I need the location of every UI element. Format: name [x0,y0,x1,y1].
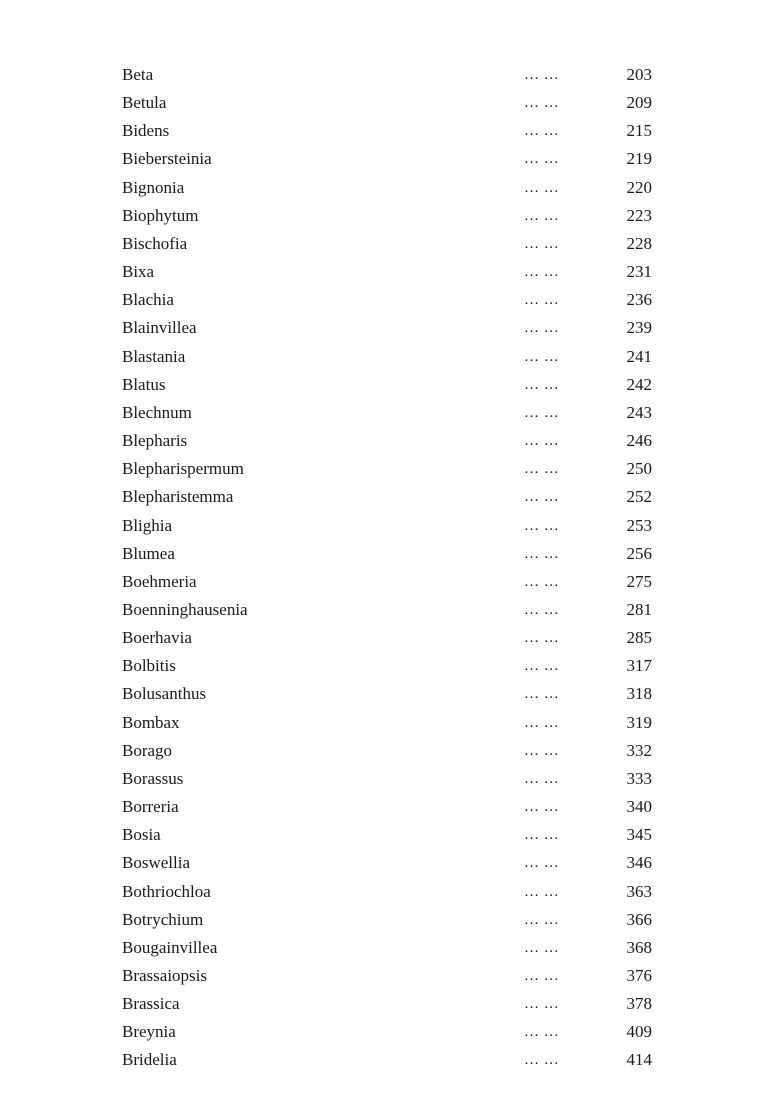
dot-leader: … … [524,517,560,534]
dot-leader: … … [524,968,560,984]
dot-leader: … … [524,855,560,872]
genus-name: Bothriochloa [122,881,211,901]
dot-leader: … … [524,742,560,759]
index-entry [0,624,780,652]
genus-name: Blachia [122,290,174,310]
dot-leader: … … [524,827,560,844]
genus-name: Betula [122,93,167,113]
index-entry [0,962,780,990]
genus-name: Bignonia [122,177,185,197]
index-entry [0,596,780,624]
page-number: 376 [626,966,652,985]
index-entry [0,765,780,793]
genus-name: Blighia [122,515,173,535]
page-number: 363 [626,881,652,901]
genus-name: Borreria [122,797,179,817]
index-entry [0,849,780,877]
page-number: 281 [626,599,652,619]
index-entry [0,737,780,765]
page-number: 231 [626,262,652,282]
page-number: 246 [626,431,652,451]
genus-name: Blumea [122,543,175,563]
dot-leader: … … [524,1052,560,1069]
dot-leader: … … [524,601,560,618]
page-number: 409 [626,1022,652,1042]
dot-leader: … … [524,235,560,252]
dot-leader: … … [524,123,560,140]
index-entry [0,540,780,568]
dot-leader: … … [524,348,560,365]
page-number: 243 [626,402,652,422]
index-entry [0,371,780,399]
page-number: 220 [626,177,652,197]
dot-leader: … … [524,461,560,478]
index-entry [0,821,780,849]
page-number: 345 [626,825,652,845]
page-number: 242 [626,374,652,394]
genus-index-list [0,61,780,1075]
index-entry [0,117,780,145]
genus-name: Blepharis [122,431,188,451]
genus-name: Biebersteinia [122,149,212,169]
genus-name: Blastania [122,346,186,366]
genus-name: Boswellia [122,853,190,873]
dot-leader: … … [524,151,560,168]
page-number: 250 [626,459,652,479]
genus-name: Brassaiopsis [122,966,207,985]
genus-name: Breynia [122,1022,176,1042]
page-number: 219 [626,149,652,169]
genus-name: Blechnum [122,402,192,422]
page-number: 203 [626,65,652,84]
genus-name: Bougainvillea [122,937,218,957]
dot-leader: … … [524,489,560,506]
dot-leader: … … [524,686,560,703]
index-entry [0,512,780,540]
index-entry [0,1046,780,1074]
genus-name: Bixa [122,262,155,282]
genus-name: Beta [122,65,154,84]
dot-leader: … … [524,376,560,393]
page-number: 253 [626,515,652,535]
page-number: 241 [626,346,652,366]
index-entry [0,906,780,934]
page-number: 236 [626,290,652,310]
genus-name: Blatus [122,374,166,394]
page-number: 318 [626,684,652,704]
genus-name: Boerhavia [122,628,192,648]
genus-name: Biophytum [122,205,199,225]
index-entry [0,878,780,906]
genus-name: Boenninghausenia [122,599,248,619]
page-number: 333 [626,768,652,788]
dot-leader: … … [524,545,560,562]
index-entry [0,652,780,680]
genus-name: Blepharispermum [122,459,244,479]
dot-leader: … … [524,911,560,928]
index-entry [0,680,780,708]
index-entry [0,230,780,258]
page-number: 319 [626,712,652,732]
index-entry [0,258,780,286]
genus-name: Bombax [122,712,180,732]
index-entry [0,174,780,202]
index-entry [0,314,780,342]
index-entry [0,61,780,89]
genus-name: Bolbitis [122,656,176,676]
page-number: 285 [626,628,652,648]
index-entry [0,483,780,511]
index-entry [0,343,780,371]
dot-leader: … … [524,404,560,421]
dot-leader: … … [524,573,560,590]
dot-leader: … … [524,714,560,731]
page-number: 378 [626,994,652,1014]
dot-leader: … … [524,939,560,956]
genus-name: Bolusanthus [122,684,207,704]
dot-leader: … … [524,883,560,900]
dot-leader: … … [524,1024,560,1041]
index-entry [0,1018,780,1046]
dot-leader: … … [524,67,560,83]
page-number: 346 [626,853,652,873]
genus-name: Bridelia [122,1050,177,1070]
dot-leader: … … [524,799,560,816]
genus-name: Bosia [122,825,161,845]
genus-name: Bidens [122,121,170,141]
dot-leader: … … [524,95,560,112]
dot-leader: … … [524,264,560,281]
index-entry [0,934,780,962]
index-entry [0,399,780,427]
page-number: 317 [626,656,652,676]
index-entry [0,286,780,314]
page-number: 275 [626,571,652,591]
dot-leader: … … [524,770,560,787]
index-entry [0,202,780,230]
index-entry [0,455,780,483]
genus-name: Borago [122,740,173,760]
dot-leader: … … [524,292,560,309]
genus-name: Blainvillea [122,318,197,338]
page-number: 239 [626,318,652,338]
genus-name: Botrychium [122,909,204,929]
page-number: 414 [626,1050,652,1070]
index-entry [0,793,780,821]
page-number: 256 [626,543,652,563]
dot-leader: … … [524,207,560,224]
index-entry [0,709,780,737]
dot-leader: … … [524,433,560,450]
index-entry [0,89,780,117]
page-number: 332 [626,740,652,760]
dot-leader: … … [524,658,560,675]
index-entry [0,568,780,596]
genus-name: Bischofia [122,233,188,253]
page-number: 366 [626,909,652,929]
index-entry [0,990,780,1018]
genus-name: Boehmeria [122,571,197,591]
dot-leader: … … [524,630,560,647]
genus-name: Borassus [122,768,184,788]
dot-leader: … … [524,320,560,337]
index-entry [0,145,780,173]
dot-leader: … … [524,179,560,196]
page-number: 368 [626,937,652,957]
dot-leader: … … [524,996,560,1013]
index-entry [0,427,780,455]
genus-name: Blepharistemma [122,487,234,507]
genus-name: Brassica [122,994,180,1014]
page-number: 252 [626,487,652,507]
page-number: 223 [626,205,652,225]
page-number: 215 [626,121,652,141]
page-number: 209 [626,93,652,113]
page-number: 228 [626,233,652,253]
page-number: 340 [626,797,652,817]
